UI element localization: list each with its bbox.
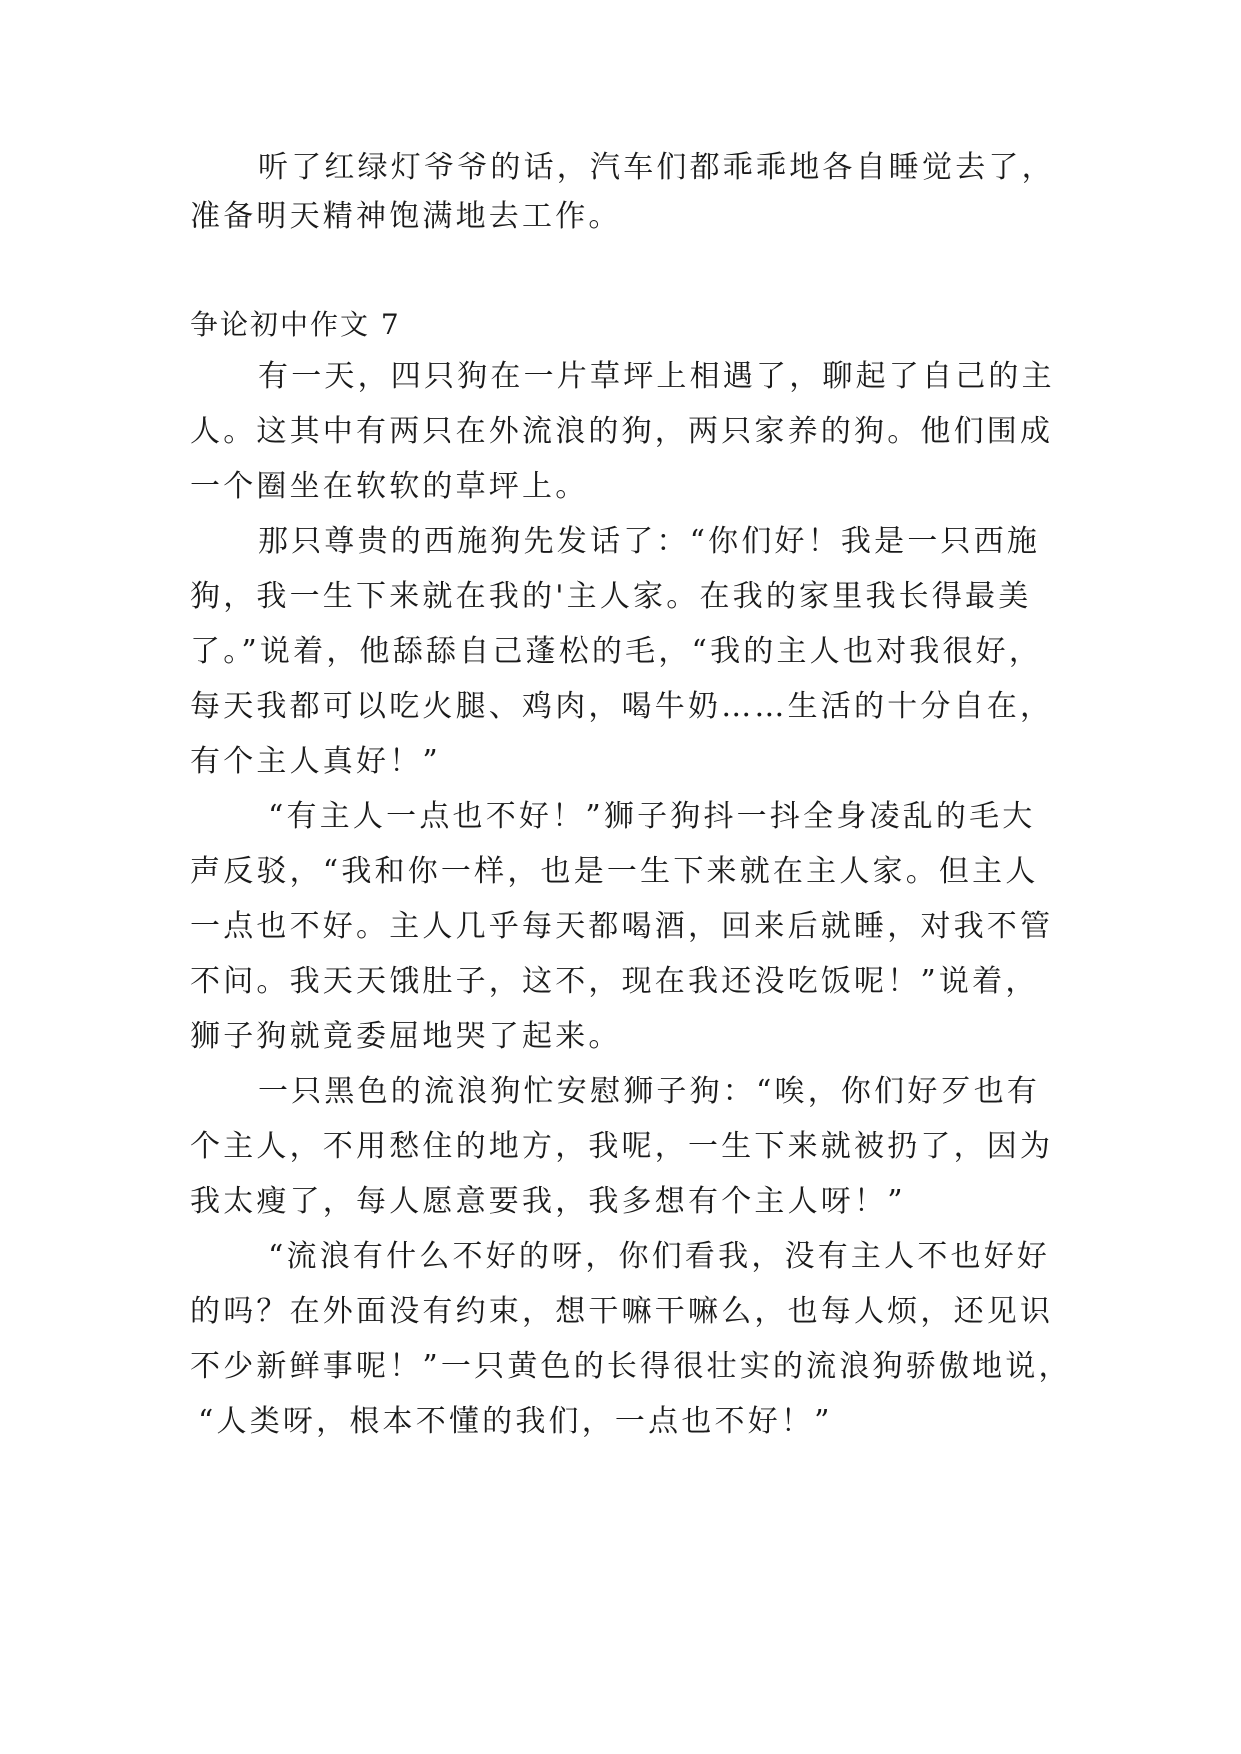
para3-line-5: 有个主人真好！” — [190, 744, 441, 779]
para4-line-4: 不问。我天天饿肚子，这不，现在我还没吃饭呢！”说着， — [190, 964, 1039, 999]
para3-line-3: 了。”说着，他舔舔自己蓬松的毛，“我的主人也对我很好， — [190, 634, 1043, 669]
para4-line-2: 声反驳，“我和你一样，也是一生下来就在主人家。但主人 — [190, 854, 1039, 889]
para3-line-1: 那只尊贵的西施狗先发话了：“你们好！我是一只西施 — [258, 524, 1041, 559]
para5-line-3: 我太瘦了，每人愿意要我，我多想有个主人呀！” — [190, 1184, 906, 1219]
para1-line-2: 准备明天精神饱满地去工作。 — [190, 199, 622, 234]
para2-line-3: 一个圈坐在软软的草坪上。 — [190, 469, 589, 504]
para4-line-1: “有主人一点也不好！”狮子狗抖一抖全身凌乱的毛大 — [268, 799, 1036, 834]
para4-line-3: 一点也不好。主人几乎每天都喝酒，回来后就睡，对我不管 — [190, 909, 1054, 944]
para1-line-1: 听了红绿灯爷爷的话，汽车们都乖乖地各自睡觉去了， — [258, 150, 1055, 185]
para2-line-1: 有一天，四只狗在一片草坪上相遇了，聊起了自己的主 — [258, 359, 1055, 394]
para5-line-1: 一只黑色的流浪狗忙安慰狮子狗：“唉，你们好歹也有 — [258, 1074, 1041, 1109]
para2-line-2: 人。这其中有两只在外流浪的狗，两只家养的狗。他们围成 — [190, 414, 1054, 449]
para3-line-4: 每天我都可以吃火腿、鸡肉，喝牛奶……生活的十分自在， — [190, 689, 1054, 724]
para6-line-3: 不少新鲜事呢！”一只黄色的长得很壮实的流浪狗骄傲地说， — [190, 1349, 1072, 1384]
para5-line-2: 个主人，不用愁住的地方，我呢，一生下来就被扔了，因为 — [190, 1129, 1054, 1164]
para3-line-2: 狗，我一生下来就在我的'主人家。在我的家里我长得最美 — [190, 579, 1032, 614]
para6-line-1: “流浪有什么不好的呀，你们看我，没有主人不也好好 — [268, 1239, 1051, 1274]
para4-line-5: 狮子狗就竟委屈地哭了起来。 — [190, 1019, 622, 1054]
para6-line-4: “人类呀，根本不懂的我们，一点也不好！” — [198, 1404, 833, 1439]
para6-line-2: 的吗？在外面没有约束，想干嘛干嘛么，也每人烦，还见识 — [190, 1294, 1054, 1329]
essay-title: 争论初中作文 7 — [190, 308, 401, 341]
